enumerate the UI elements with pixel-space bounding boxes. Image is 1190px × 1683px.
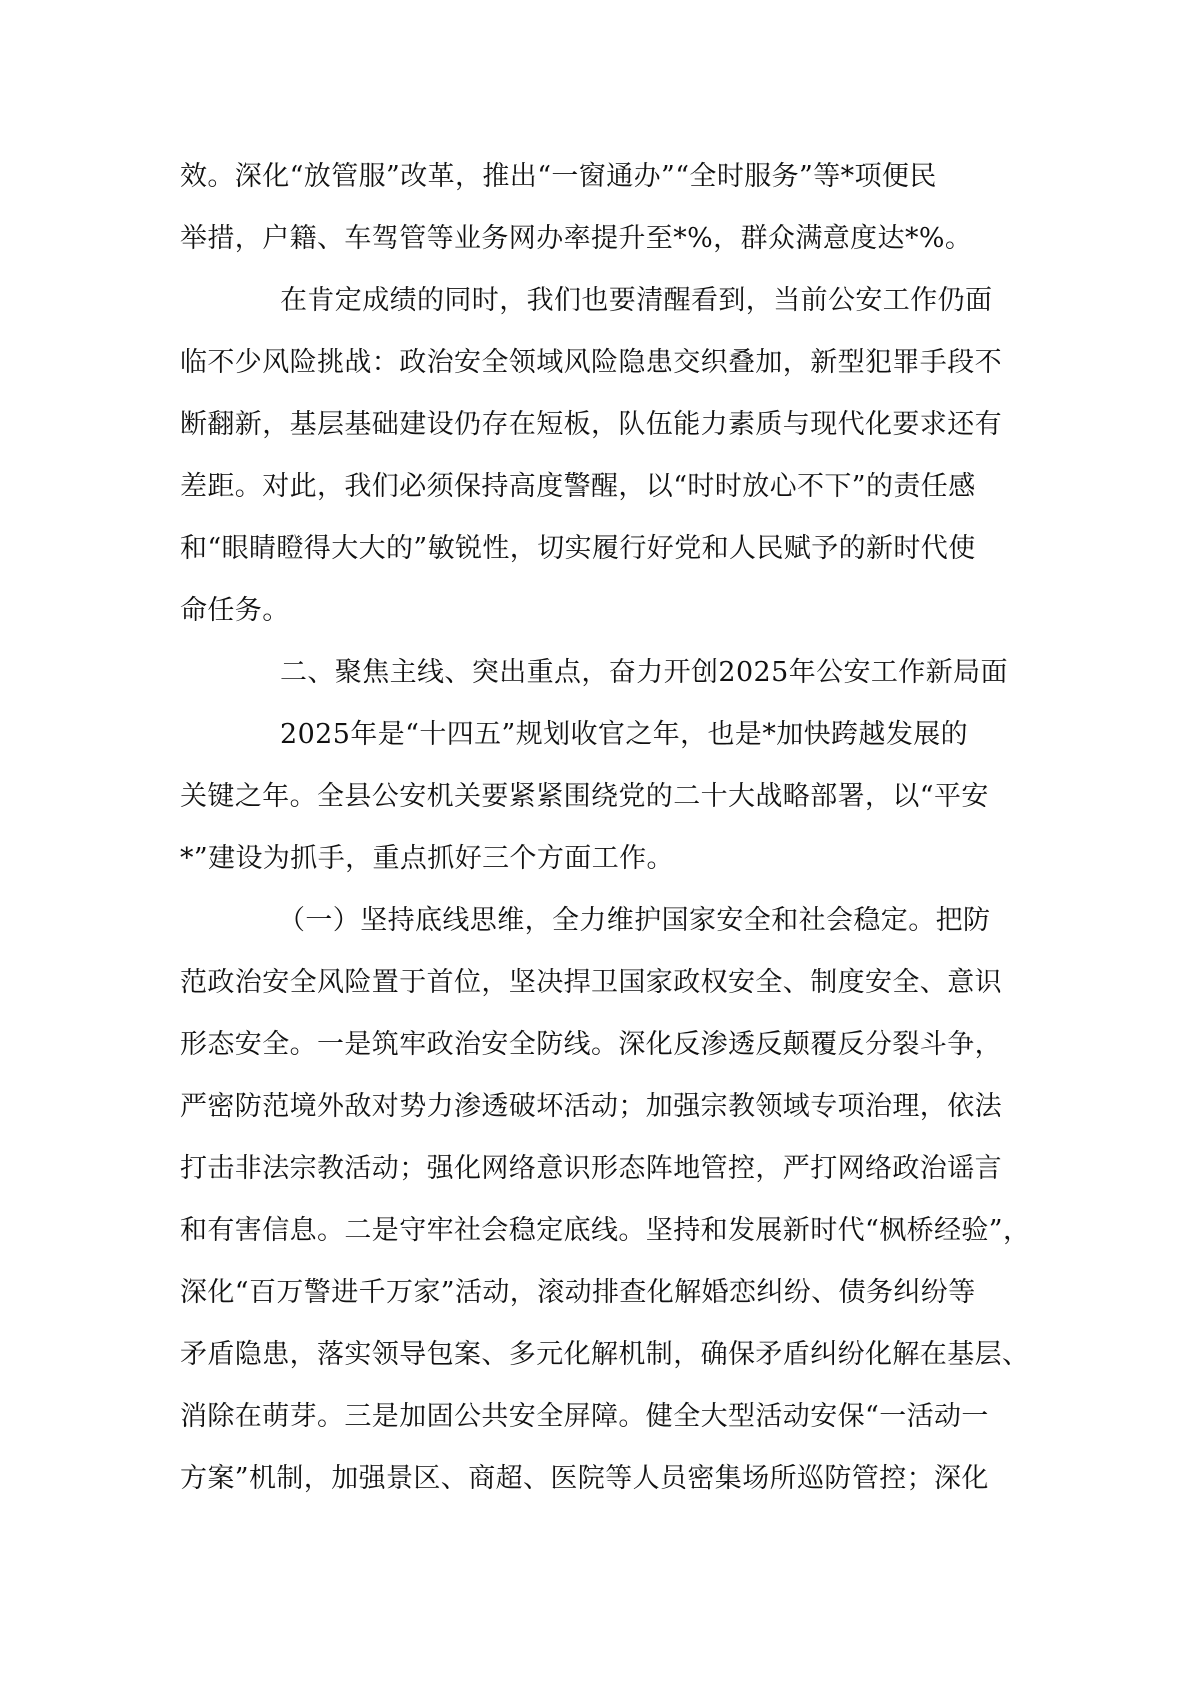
text-line: *”建设为抓手，重点抓好三个方面工作。 [180,843,674,874]
text-line: 矛盾隐患，落实领导包案、多元化解机制，确保矛盾纠纷化解在基层、 [180,1339,1030,1370]
text-line: 临不少风险挑战：政治安全领域风险隐患交织叠加，新型犯罪手段不 [180,347,1002,378]
text-line: 关键之年。全县公安机关要紧紧围绕党的二十大战略部署，以“平安 [180,781,989,812]
text-line: 形态安全。一是筑牢政治安全防线。深化反渗透反颠覆反分裂斗争， [180,1029,1002,1060]
text-line: 打击非法宗教活动；强化网络意识形态阵地管控，严打网络政治谣言 [180,1153,1002,1184]
text-line: 命任务。 [180,595,290,626]
text-line: 深化“百万警进千万家”活动，滚动排查化解婚恋纠纷、债务纠纷等 [180,1277,976,1308]
text-line: 和“眼睛瞪得大大的”敏锐性，切实履行好党和人民赋予的新时代使 [180,533,976,564]
section-heading: 二、聚焦主线、突出重点，奋力开创2025年公安工作新局面 [280,657,1008,688]
text-line: 范政治安全风险置于首位，坚决捍卫国家政权安全、制度安全、意识 [180,967,1002,998]
document-body [180,146,1031,1510]
text-line: 效。深化“放管服”改革，推出“一窗通办”“全时服务”等*项便民 [180,161,937,192]
text-line: 断翻新，基层基础建设仍存在短板，队伍能力素质与现代化要求还有 [180,409,1002,440]
text-line: 方案”机制，加强景区、商超、医院等人员密集场所巡防管控；深化 [180,1463,989,1494]
text-line: 差距。对此，我们必须保持高度警醒，以“时时放心不下”的责任感 [180,471,976,502]
text-line: 严密防范境外敌对势力渗透破坏活动；加强宗教领域专项治理，依法 [180,1091,1002,1122]
paragraph-start-line: 2025年是“十四五”规划收官之年，也是*加快跨越发展的 [280,719,969,750]
subsection-start-line: （一）坚持底线思维，全力维护国家安全和社会稳定。把防 [278,905,991,936]
text-line: 举措，户籍、车驾管等业务网办率提升至*%，群众满意度达*%。 [180,223,973,254]
text-line: 和有害信息。二是守牢社会稳定底线。坚持和发展新时代“枫桥经验”， [180,1215,1031,1246]
paragraph-start-line: 在肯定成绩的同时，我们也要清醒看到，当前公安工作仍面 [280,285,993,316]
text-line: 消除在萌芽。三是加固公共安全屏障。健全大型活动安保“一活动一 [180,1401,989,1432]
